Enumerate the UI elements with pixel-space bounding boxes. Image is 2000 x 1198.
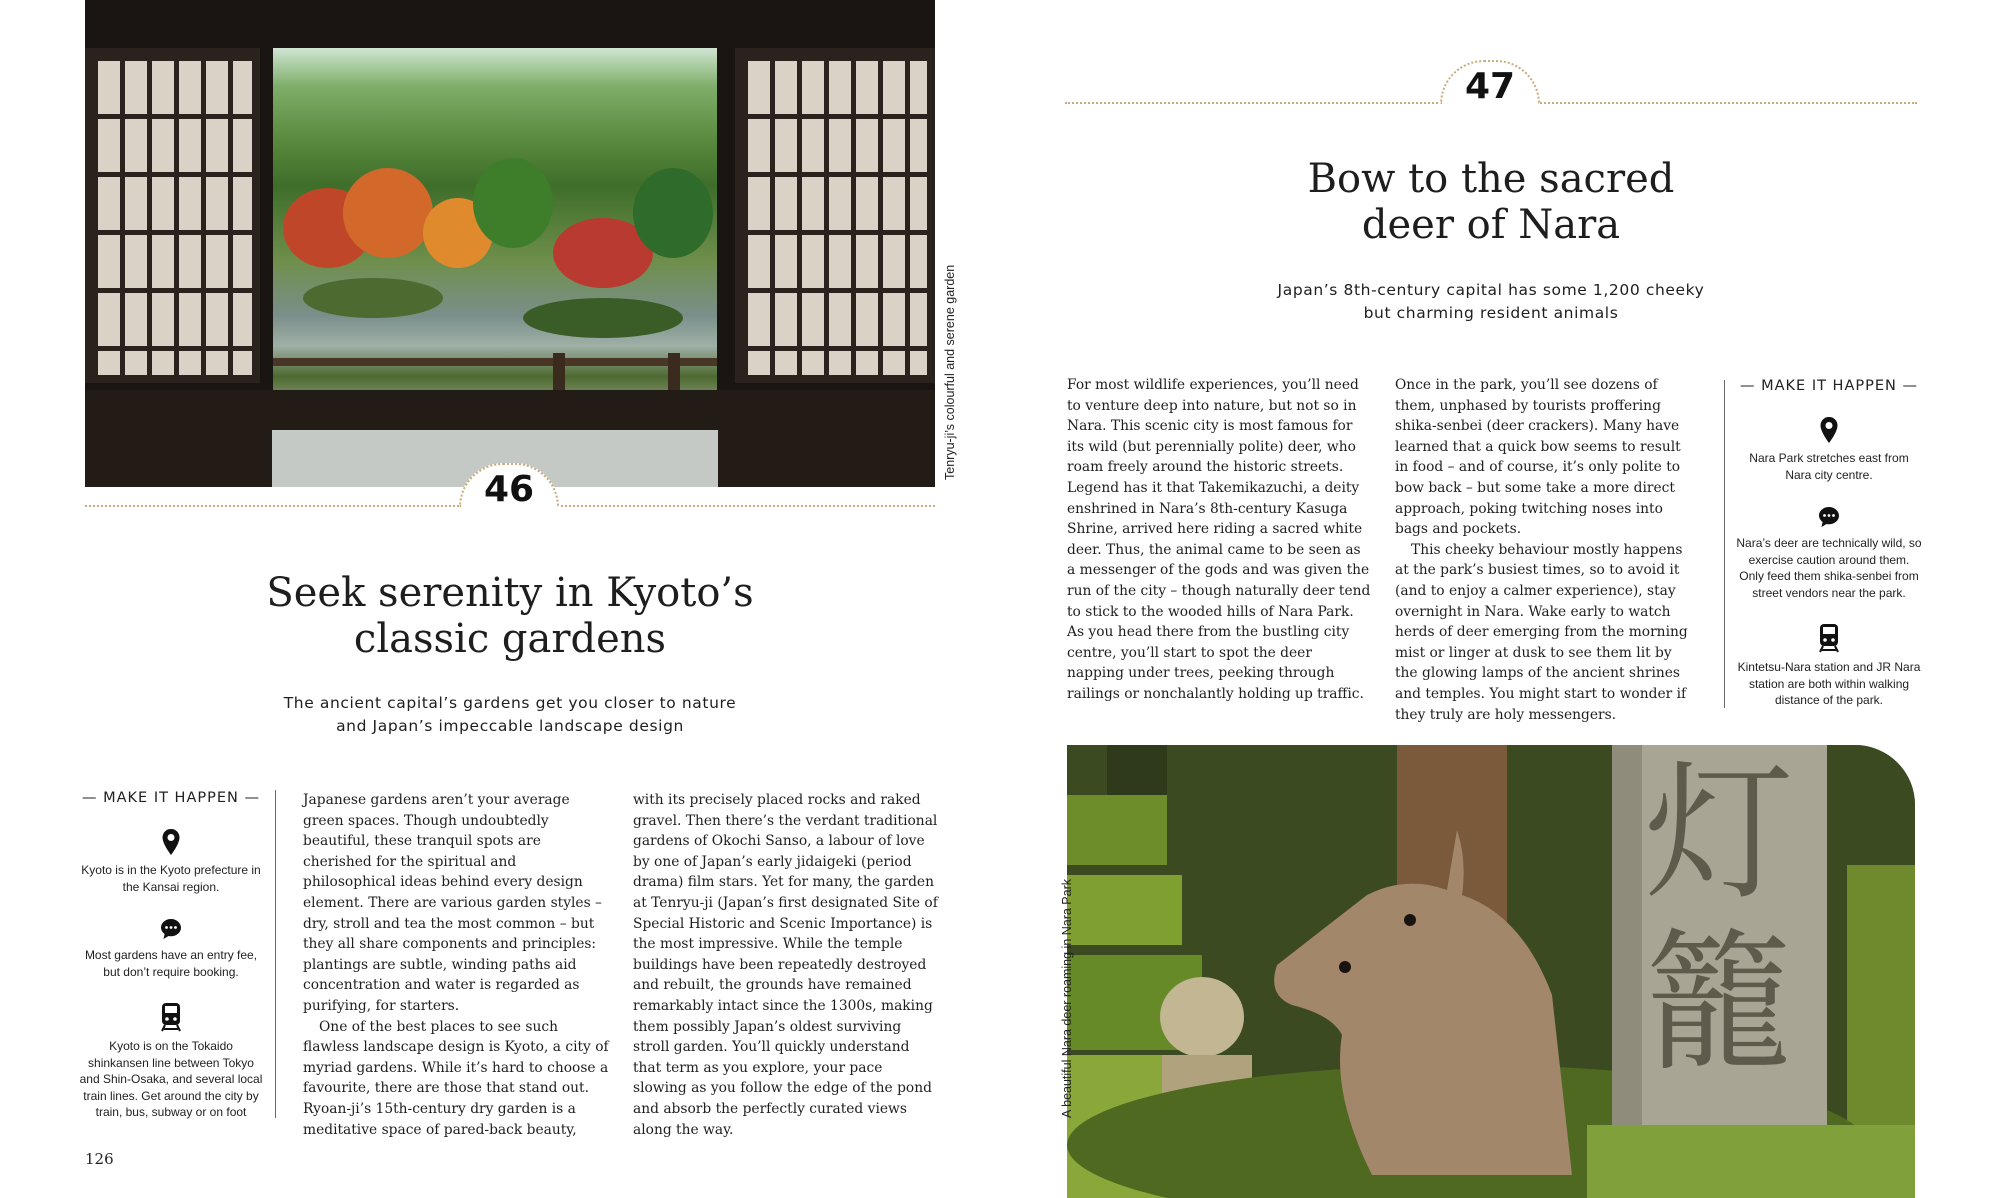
location-pin-icon	[1819, 416, 1839, 444]
nara-make-it-happen	[1736, 378, 1922, 709]
nara-body-col-1: For most wildlife experiences, you’ll need to venture deep into nature, but not so in Nara. This scenic city is most famous for its wild (but perennially polite) deer, who roam freely around the historic streets. Legend has it that Takemikazuchi, a deity enshrined in Nara’s 8th-century Kasuga Shrine, arrived here riding a sacred white deer. Thus, the animal came to be seen as a messenger of the gods and was given the run of the city – though naturally deer tend to stick to the wooded hills of Nara Park. As you head there from the bustling city centre, you’ll start to spot the deer napping under trees, peeking through railings or nonchalantly holding up traffic.	[1067, 377, 1371, 702]
train-icon	[160, 1002, 182, 1032]
kyoto-make-it-happen	[78, 790, 264, 1121]
nara-title: Bow to the sacred deer of Nara	[1307, 156, 1675, 248]
kyoto-subtitle: The ancient capital’s gardens get you closer to nature and Japan’s impeccable landscape design	[283, 694, 737, 735]
location-note: Nara Park stretches east from Nara city centre.	[1736, 416, 1922, 483]
tip-note: Most gardens have an entry fee, but don’t require booking.	[78, 917, 264, 980]
transport-note: Kintetsu-Nara station and JR Nara station are both within walking distance of the park.	[1736, 623, 1922, 709]
shoji-screen-left	[85, 48, 260, 383]
nara-deer-photo	[1067, 745, 1915, 1198]
speech-bubble-icon	[159, 917, 183, 941]
shoji-screen-right	[735, 48, 935, 383]
train-icon	[1818, 623, 1840, 653]
tip-note: Nara’s deer are technically wild, so exercise caution around them. Only feed them shika-senbei from street vendors near the park.	[1736, 505, 1922, 601]
make-it-happen-heading: — MAKE IT HAPPEN —	[82, 790, 260, 806]
speech-bubble-icon	[1817, 505, 1841, 529]
location-note: Kyoto is in the Kyoto prefecture in the Kansai region.	[78, 828, 264, 895]
garden-view	[273, 48, 717, 430]
kyoto-body-col-1: Japanese gardens aren’t your average green spaces. Though undoubtedly beautiful, these tranquil spots are cherished for the spiritual and philosophical ideas behind every design element. There are various garden styles – dry, stroll and tea the most common – but they all share components and principles: plantings are subtle, winding paths aid concentration and water is regarded as purifying, for starters. One of the best places to see such flawless landscape design is Kyoto, a city of myriad gardens. While it’s hard to choose a favourite, there are those that stand out. Ryoan-ji’s 15th-century dry garden is a meditative space of pared-back beauty,	[303, 792, 609, 1138]
lantern-inscription: 灯籠	[1643, 747, 1795, 1091]
location-pin-icon	[161, 828, 181, 856]
entry-number-badge: 47	[1440, 60, 1540, 104]
kyoto-photo-caption: Tenryu-ji’s colourful and serene garden	[943, 264, 957, 480]
kyoto-body-col-2: with its precisely placed rocks and raked gravel. Then there’s the verdant traditional gardens of Okochi Sanso, a labour of love by one of Japan’s early jidaigeki (period drama) film stars. Yet for many, the garden at Tenryu-ji (Japan’s first designated Site of Special Historic and Scenic Importance) is the most impressive. While the temple buildings have been repeatedly destroyed and rebuilt, the grounds have remained remarkably intact since the 1300s, making them possibly Japan’s oldest surviving stroll garden. You’ll quickly understand that term as you explore, your pace slowing as you follow the edge of the pond and absorb the perfectly curated views along the way.	[633, 792, 938, 1138]
entry-number-badge: 46	[459, 463, 559, 507]
nara-subtitle: Japan’s 8th-century capital has some 1,200 cheeky but charming resident animals	[1277, 281, 1705, 322]
page-number: 126	[85, 1150, 114, 1168]
kyoto-garden-photo	[85, 0, 935, 487]
make-it-happen-heading: — MAKE IT HAPPEN —	[1740, 378, 1918, 394]
transport-note: Kyoto is on the Tokaido shinkansen line between Tokyo and Shin-Osaka, and several local train lines. Get around the city by train, bus, subway or on foot	[78, 1002, 264, 1121]
kyoto-title: Seek serenity in Kyoto’s classic gardens	[266, 570, 754, 662]
deer-scene	[1067, 745, 1915, 1198]
nara-body-col-2: Once in the park, you’ll see dozens of them, unphased by tourists proffering shika-senbei (deer crackers). Many have learned that a quick bow seems to result in food – and of course, it’s only polite to bow back – but some take a more direct approach, poking twitching noses into bags and pockets. This cheeky behaviour mostly happens at the park’s busiest times, so to avoid it (and to enjoy a calmer experience), stay overnight in Nara. Wake early to watch herds of deer emerging from the morning mist or linger at dusk to see them lit by the glowing lamps of the ancient shrines and temples. You might start to wonder if they truly are holy messengers.	[1395, 377, 1688, 723]
nara-photo-caption: A beautiful Nara deer roaming in Nara Park	[1060, 878, 1074, 1118]
